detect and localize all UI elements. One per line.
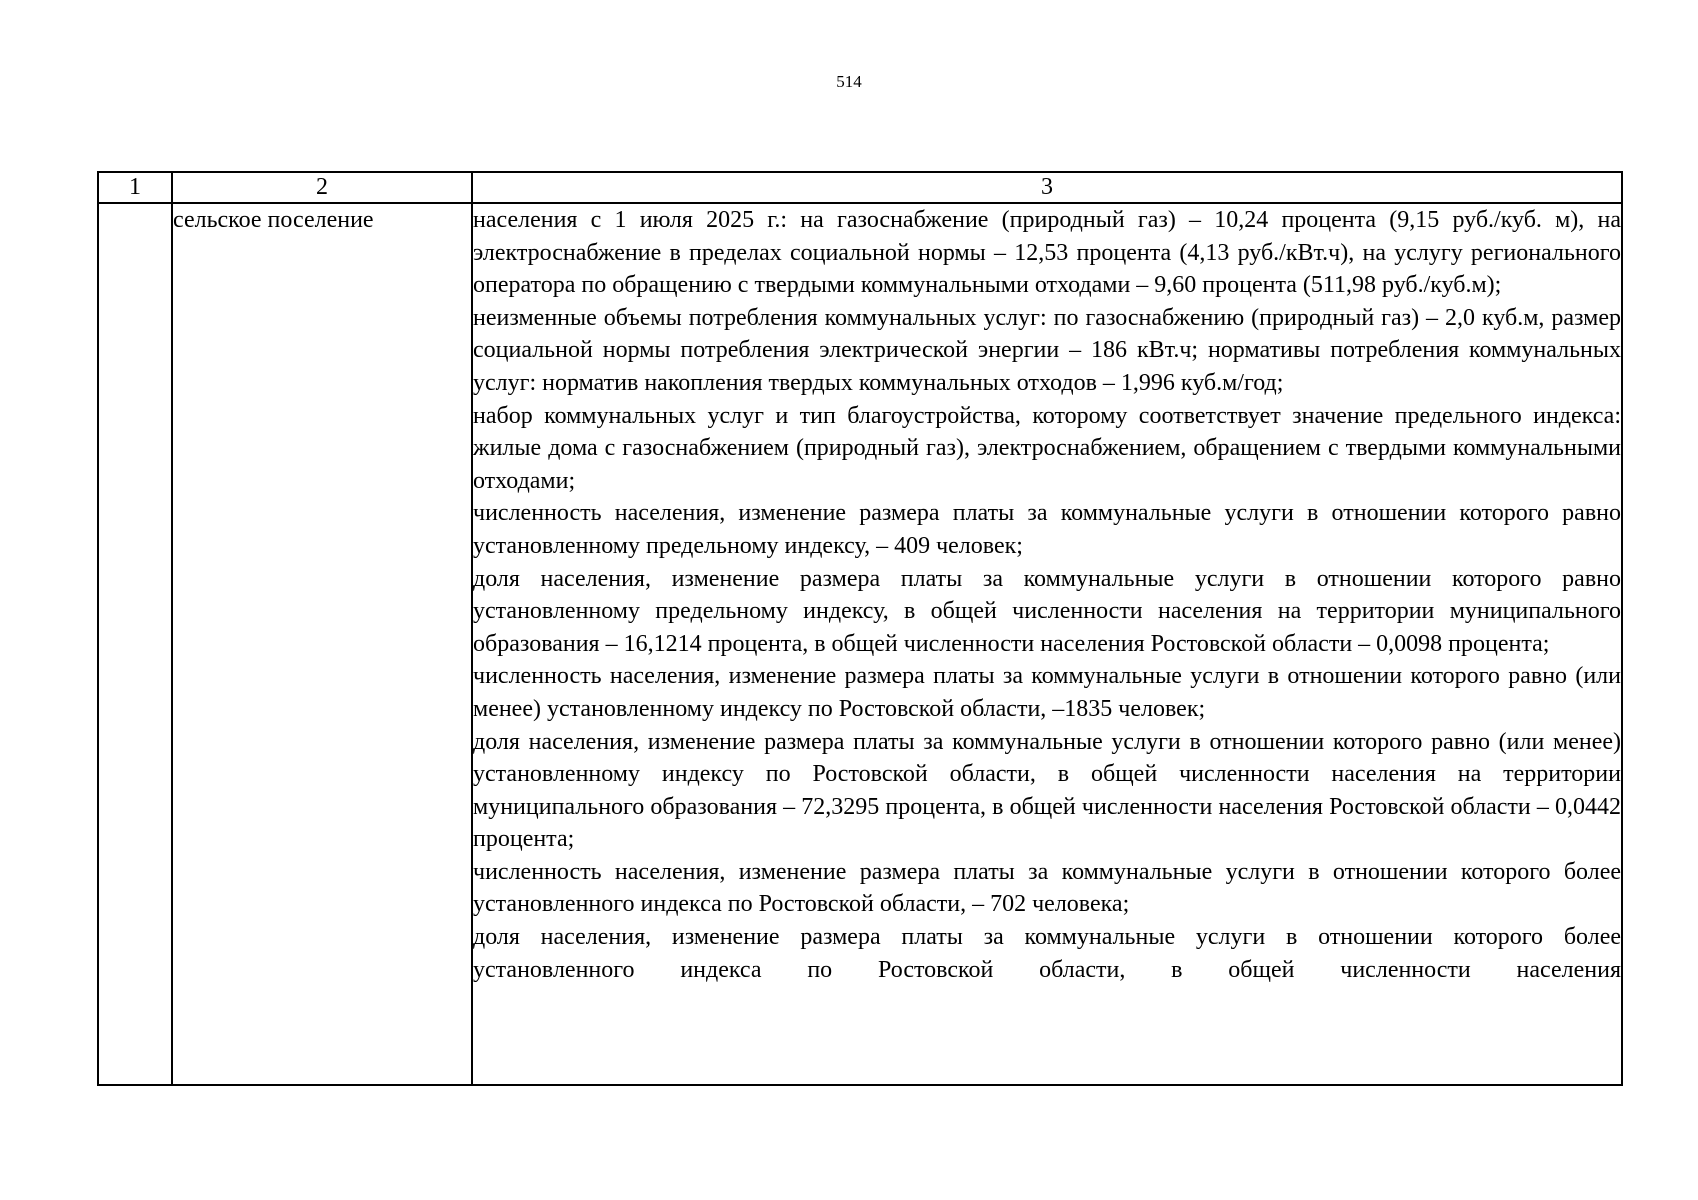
data-table [97, 171, 1623, 1086]
paragraph-population-equal-index: численность населения, изменение размера платы за коммунальные услуги в отношении которого равно установленному предельному индексу, – 409 человек; [473, 500, 1621, 559]
paragraph-population-above-regional-index: численность населения, изменение размера платы за коммунальные услуги в отношении которого более установленного индекса по Ростовской области, – 702 человека; [473, 858, 1621, 918]
paragraph-service-set: набор коммунальных услуг и тип благоустройства, которому соответствует значение предельного индекса: жилые дома с газоснабжением (природный газ), электроснабжением, обращением с твердыми коммунальными отходами; [473, 402, 1621, 494]
table-header-cell-2: 2 [172, 172, 472, 203]
paragraph-share-equal-index: доля населения, изменение размера платы за коммунальные услуги в отношении которого равно установленному предельному индексу, в общей численности населения на территории муниципального образования – 16,1214 процента, в общей численности населения Ростовской области – 0,0098 процента; [473, 565, 1621, 657]
table-header-cell-3: 3 [472, 172, 1622, 203]
table-header-cell-1: 1 [98, 172, 172, 203]
table-header-row [98, 172, 1622, 203]
paragraph-population-below-regional-index: численность населения, изменение размера платы за коммунальные услуги в отношении которого равно (или менее) установленному индексу по Ростовской области, –1835 человек; [473, 663, 1621, 722]
description-cell [472, 203, 1622, 1085]
paragraph-share-above-regional-index: доля населения, изменение размера платы за коммунальные услуги в отношении которого более установленного индекса по Ростовской области, в общей численности населения [473, 924, 1621, 983]
settlement-type-cell: сельское поселение [172, 203, 472, 1085]
paragraph-share-below-regional-index: доля населения, изменение размера платы за коммунальные услуги в отношении которого равно (или менее) установленному индексу по Ростовской области, в общей численности населения на территории муниципального образования – 72,3295 процента, в общей численности населения Ростовской области – 0,0442 процента; [473, 728, 1621, 853]
table-row [98, 203, 1622, 1085]
paragraph-consumption-volumes: неизменные объемы потребления коммунальных услуг: по газоснабжению (природный газ) – 2,0 куб.м, размер социальной нормы потребления электрической энергии – 186 кВт.ч; нормативы потребления коммунальных услуг: норматив накопления твердых коммунальных отходов – 1,996 куб.м/год; [473, 304, 1621, 396]
page-number: 514 [836, 72, 862, 91]
paragraph-tariff-growth: населения с 1 июля 2025 г.: на газоснабжение (природный газ) – 10,24 процента (9,15 руб./куб. м), на электроснабжение в пределах социальной нормы – 12,53 процента (4,13 руб./кВт.ч), на услугу регионального оператора по обращению с твердыми коммунальными отходами – 9,60 процента (511,98 руб./куб.м); [473, 207, 1621, 299]
row-number-cell [98, 203, 172, 1085]
